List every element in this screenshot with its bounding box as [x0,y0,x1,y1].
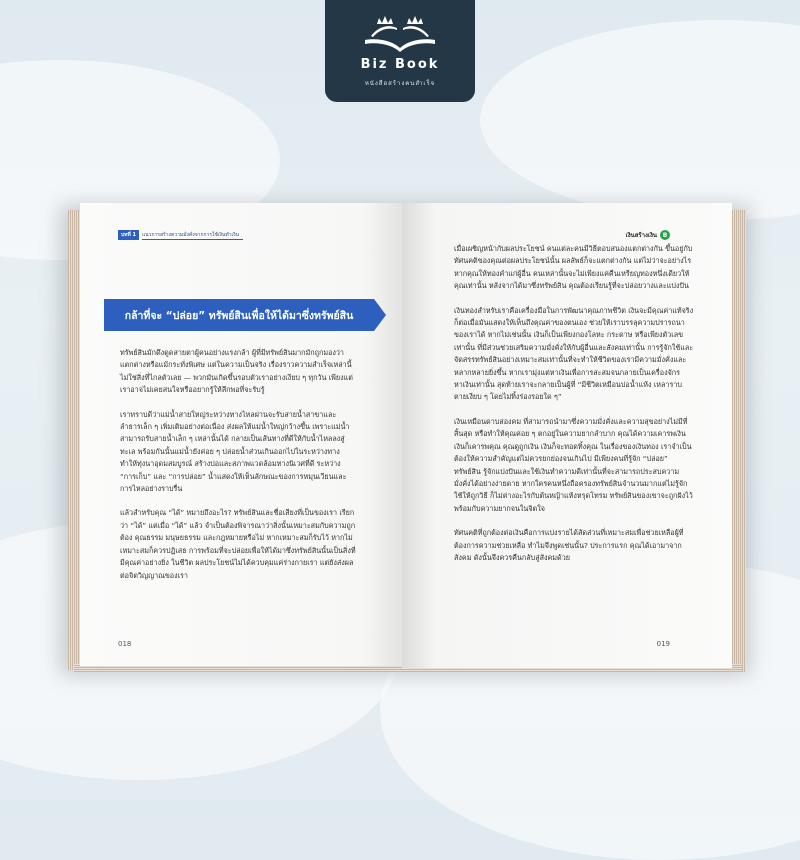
section-banner [104,299,374,331]
open-book-icon [363,14,437,52]
paragraph: ทรัพย์สินมักดึงดูดสายตาผู้คนอย่างแรงกล้า ผู้ที่มีทรัพย์สินมากมักถูกมองว่าแตกต่างหรือแม้กระทั่งพิเศษ แต่ในความเป็นจริง เรื่องราวความสำเร็จเหล่านี้ไม่ใช่สิ่งที่ไกลตัวเลย — พวกมันเกิดขึ้นรอบตัวเราอย่างเงียบ ๆ ทุกวัน เพียงแต่เราอาจไม่เคยสนใจหรืออยากรู้ให้ลึกพอที่จะรับรู้ [120,348,353,395]
coin-icon: B [660,230,670,240]
right-running-head [626,230,670,240]
paragraph: เราทราบดีว่าแม่น้ำสายใหญ่ระหว่างทางไหลผ่านจะรับสายน้ำสาขาและลำธารเล็ก ๆ เพิ่มเติมอย่างต่อเนื่อง ส่งผลให้แม่น้ำใหญ่กว้างขึ้น เพราะแม่น้ำสามารถรับสายน้ำเล็ก ๆ เหล่านั้นได้ กลายเป็นเส้นทางที่ดีให้กับน้ำไหลลงสู่ทะเล พร้อมกันนั้นแม่น้ำยังค่อย ๆ ปล่อยน้ำส่วนเกินออกไปในระหว่างทาง ทำให้ทุ่งนาอุดมสมบูรณ์ สร้างบ่อและสภาพแวดล้อมทางนิเวศที่ดี ระหว่าง “การเก็บ” และ “การปล่อย” น้ำแสดงให้เห็นลักษณะของการหมุนเวียนและการไหลอย่างราบรื่น [120,409,350,494]
chapter-number: บทที่ 1 [118,230,139,240]
paragraph: แล้วสำหรับคุณ “ได้” หมายถึงอะไร? ทรัพย์สินและชื่อเสียงที่เป็นของเรา เรียกว่า “ได้” แต่เมื่อ “ได้” แล้ว จำเป็นต้องพิจารณาว่าสิ่งนั้นเหมาะสมกับความถูกต้อง คุณธรรม มนุษยธรรม และกฎหมายหรือไม่ หากเหมาะสมก็รับไว้ หากไม่เหมาะสมก็ควรปฏิเสธ การพร้อมที่จะปล่อยเพื่อให้ได้มาซึ่งทรัพย์สินนั้นเป็นสิ่งที่มีคุณค่าอย่างยิ่ง ในชีวิต ผลประโยชน์ไม่ได้ควบคุมแค่ร่างกายเรา แต่ยังส่งผลต่อจิตวิญญาณของเรา [120,508,356,580]
page-number-right: 019 [656,640,670,648]
paragraph: เมื่อเผชิญหน้ากับผลประโยชน์ คนแต่ละคนมีวิธีตอบสนองแตกต่างกัน ขึ้นอยู่กับทัศนคติของคุณต่อผลประโยชน์นั้น ผลลัพธ์ก็จะแตกต่างกัน แต่ไม่ว่าจะอย่างไร หากคุณให้ทองคำแก่ผู้อื่น คนเหล่านั้นจะไม่เพียงแค่คืนเหรียญทองหนึ่งเดียวให้คุณเท่านั้น หลังจากได้มาซึ่งทรัพย์สิน คุณต้องเรียนรู้ที่จะปล่อยวางและแบ่งปัน [454,244,693,291]
chapter-title: แนวการสร้างความมั่งคั่งจากการใช้เงินทำเงิน [142,231,243,240]
left-body-text [120,347,356,594]
brand-tagline: หนังสือสร้างคนสำเร็จ [364,80,436,87]
left-page [80,203,402,666]
running-head-title: เงินสร้างเงิน [625,232,657,239]
background-wave [480,20,800,220]
right-page [402,203,732,668]
brand-name: Biz Book [360,57,440,72]
left-running-head [118,230,243,240]
paragraph: เงินทองสำหรับเราคือเครื่องมือในการพัฒนาคุณภาพชีวิต เงินจะมีคุณค่าแท้จริงก็ต่อเมื่อมันแสดงให้เห็นถึงคุณค่าของตนเอง ช่วยให้เราบรรลุความปรารถนาของเราได้ หากไม่เช่นนั้น เงินก็เป็นเพียงกองโลหะ กระดาษ หรือเพียงตัวเลขเท่านั้น ที่มีส่วนช่วยเสริมความมั่งคั่งให้กับผู้อื่นและสังคมเท่านั้น การรู้จักใช้และจัดสรรทรัพย์สินอย่างเหมาะสมเท่านั้นที่จะทำให้ชีวิตของเรามีความมั่งคั่งและหลากหลายยิ่งขึ้น หากเรามุ่งแต่หาเงินเพื่อการสะสมจนกลายเป็นเครื่องจักรหาเงินเท่านั้น สุดท้ายเราจะกลายเป็นผู้ที่ “มีชีวิตเหมือนบ่อน้ำแห้ง เหลาราบตายเงียบ ๆ โดยไม่ทิ้งร่องรอยใด ๆ” [454,305,694,402]
page-edges-right [730,210,746,672]
page-number-left: 018 [118,640,132,648]
brand-logo [325,0,475,102]
paragraph: ทัศนคติที่ถูกต้องต่อเงินคือการแบ่งรายได้สัดส่วนที่เหมาะสมเพื่อช่วยเหลือผู้ที่ต้องการความช่วยเหลือ ทำไมจึงพูดเช่นนั้น? ประการแรก คุณได้เอามาจากสังคม ดังนั้นจึงควรคืนกลับสู่สังคมด้วย [454,528,684,562]
right-body-text [454,243,694,576]
paragraph: เงินเหมือนดาบสองคม ที่สามารถนำมาซึ่งความมั่งคั่งและความสุขอย่างไม่มีที่สิ้นสุด หรือทำให้คุณค่อย ๆ ตกอยู่ในความยากลำบาก คุณได้ความเคารพเงิน เงินก็เคารพคุณ คุณดูถูกเงิน เงินก็จะทอดทิ้งคุณ ในเรื่องของเงินทอง เราจำเป็นต้องให้ความสำคัญแต่ไม่ควรยกย่องจนเกินไป มีเพียงคนที่รู้จัก “ปล่อย” ทรัพย์สิน รู้จักแบ่งปันและใช้เงินทำความดีเท่านั้นที่จะสามารถประสบความมั่งคั่งได้อย่างง่ายดาย หากใครคนหนึ่งถือครองทรัพย์สินจำนวนมากแต่ไม่รู้จักใช้ให้ถูกวิธี ก็ไม่ต่างอะไรกับต้นหญ้าแห้งหรุดโทรม ทรัพย์สินของเขาจะถูกฝังไว้พร้อมกับความยากจนในจิตใจ [454,416,693,513]
section-title: กล้าที่จะ “ปล่อย” ทรัพย์สินเพื่อให้ได้มาซึ่งทรัพย์สิน [124,309,354,322]
